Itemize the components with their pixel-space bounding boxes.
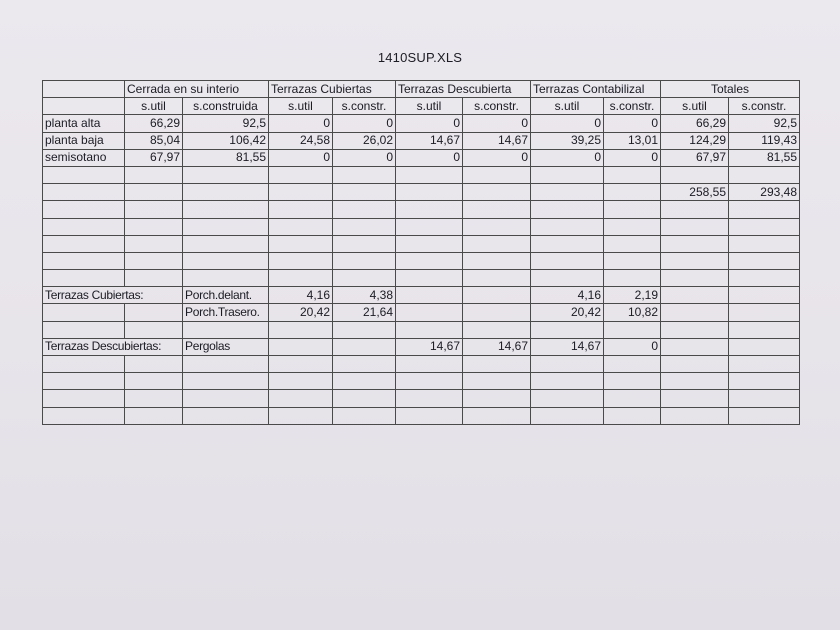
subheader-cell: s.constr. xyxy=(333,98,396,115)
total-s-util: 258,55 xyxy=(661,184,729,201)
subheader-cell: s.util xyxy=(125,98,183,115)
table-cell: 0 xyxy=(604,149,661,166)
table-cell: 14,67 xyxy=(396,132,463,149)
table-row xyxy=(43,373,800,390)
table-row xyxy=(43,356,800,373)
table-cell: 4,16 xyxy=(269,287,333,304)
table-cell: 14,67 xyxy=(463,338,531,355)
table-row xyxy=(43,115,800,132)
table-cell: 21,64 xyxy=(333,304,396,321)
table-row xyxy=(43,390,800,407)
header-totales: Totales xyxy=(661,81,800,98)
note-item-label: Porch.delant. xyxy=(183,287,269,304)
table-cell: 92,5 xyxy=(729,115,800,132)
note-item-label: Pergolas xyxy=(183,338,269,355)
table-row xyxy=(43,252,800,269)
table-row xyxy=(43,407,800,424)
table-cell: 26,02 xyxy=(333,132,396,149)
subheader-cell: s.util xyxy=(269,98,333,115)
table-cell: 0 xyxy=(463,149,531,166)
table-cell: 2,19 xyxy=(604,287,661,304)
subheader-cell: s.util xyxy=(396,98,463,115)
table-cell: 124,29 xyxy=(661,132,729,149)
table-cell: 14,67 xyxy=(396,338,463,355)
table-cell: 66,29 xyxy=(661,115,729,132)
header-terrazas-descubiertas: Terrazas Descubierta xyxy=(396,81,531,98)
table-row xyxy=(43,321,800,338)
note-label-descubiertas: Terrazas Descubiertas: xyxy=(43,338,183,355)
table-cell: 106,42 xyxy=(183,132,269,149)
table-cell: 85,04 xyxy=(125,132,183,149)
table-row xyxy=(43,132,800,149)
table-cell: 0 xyxy=(396,115,463,132)
header-cerrada: Cerrada en su interio xyxy=(125,81,269,98)
table-cell: 24,58 xyxy=(269,132,333,149)
note-label-cubiertas: Terrazas Cubiertas: xyxy=(43,287,183,304)
table-cell: 39,25 xyxy=(531,132,604,149)
table-row xyxy=(43,149,800,166)
subheader-cell: s.util xyxy=(661,98,729,115)
table-cell: 0 xyxy=(333,115,396,132)
table-cell: 0 xyxy=(604,115,661,132)
subheader-row xyxy=(43,98,800,115)
header-group-row xyxy=(43,81,800,98)
table-row xyxy=(43,166,800,183)
table-cell: 13,01 xyxy=(604,132,661,149)
table-cell: 0 xyxy=(269,115,333,132)
subheader-cell: s.constr. xyxy=(729,98,800,115)
table-row xyxy=(43,338,800,355)
table-cell: 4,38 xyxy=(333,287,396,304)
table-cell: 14,67 xyxy=(463,132,531,149)
document-title: 1410SUP.XLS xyxy=(377,50,463,65)
table-cell: 67,97 xyxy=(125,149,183,166)
table-row xyxy=(43,304,800,321)
table-cell: 81,55 xyxy=(729,149,800,166)
subheader-cell: s.util xyxy=(531,98,604,115)
total-s-constr: 293,48 xyxy=(729,184,800,201)
table-cell: 10,82 xyxy=(604,304,661,321)
subheader-cell: s.constr. xyxy=(463,98,531,115)
table-cell: 81,55 xyxy=(183,149,269,166)
table-row xyxy=(43,287,800,304)
table-row xyxy=(43,235,800,252)
header-terrazas-contabilizadas: Terrazas Contabilizal xyxy=(531,81,661,98)
corner-cell xyxy=(43,81,125,98)
table-row xyxy=(43,218,800,235)
table-cell: 20,42 xyxy=(531,304,604,321)
table-cell: 67,97 xyxy=(661,149,729,166)
row-label: planta alta xyxy=(43,115,125,132)
table-cell: 4,16 xyxy=(531,287,604,304)
header-terrazas-cubiertas: Terrazas Cubiertas xyxy=(269,81,396,98)
table-cell: 0 xyxy=(396,149,463,166)
table-cell: 20,42 xyxy=(269,304,333,321)
table-cell: 0 xyxy=(269,149,333,166)
table-cell: 92,5 xyxy=(183,115,269,132)
table-row xyxy=(43,201,800,218)
totals-row xyxy=(43,184,800,201)
table-cell: 14,67 xyxy=(531,338,604,355)
table-cell: 0 xyxy=(463,115,531,132)
subheader-cell: s.constr. xyxy=(604,98,661,115)
table-cell: 0 xyxy=(604,338,661,355)
row-label: planta baja xyxy=(43,132,125,149)
table-cell: 119,43 xyxy=(729,132,800,149)
row-label: semisotano xyxy=(43,149,125,166)
table-row xyxy=(43,270,800,287)
table-cell: 0 xyxy=(531,115,604,132)
note-item-label: Porch.Trasero. xyxy=(183,304,269,321)
surface-table xyxy=(42,80,800,425)
table-cell: 0 xyxy=(333,149,396,166)
table-cell: 66,29 xyxy=(125,115,183,132)
subheader-cell: s.construida xyxy=(183,98,269,115)
table-cell: 0 xyxy=(531,149,604,166)
